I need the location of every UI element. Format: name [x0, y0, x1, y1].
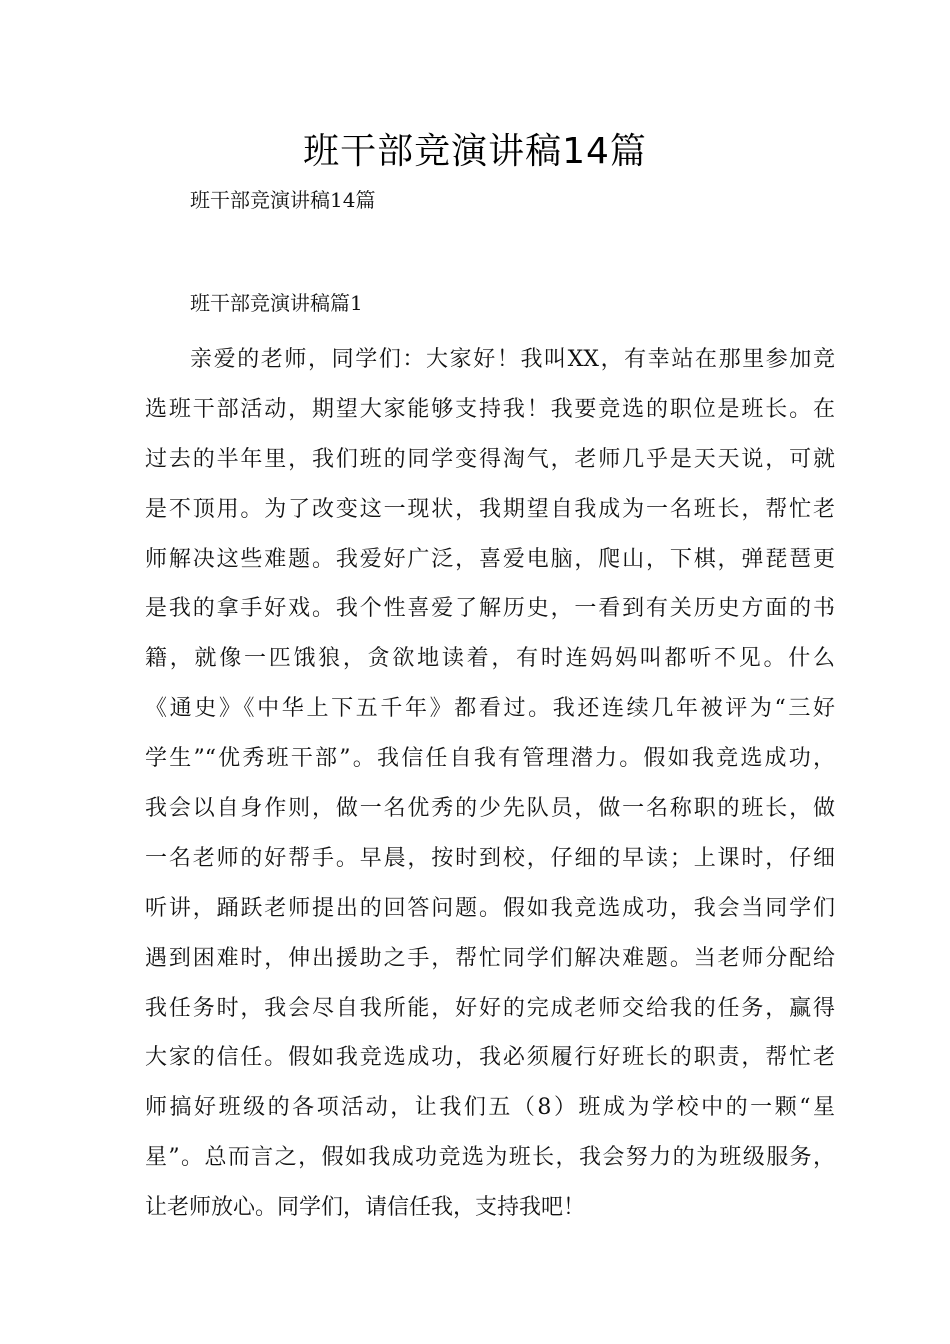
document-subtitle: 班干部竞演讲稿14篇 [190, 188, 376, 212]
paragraph-line: 听讲，踊跃老师提出的回答问题。假如我竞选成功，我会当同学们 [145, 895, 835, 921]
document-title: 班干部竞演讲稿14篇 [303, 131, 647, 172]
paragraph-line: 遇到困难时，伸出援助之手，帮忙同学们解决难题。当老师分配给 [145, 945, 835, 971]
paragraph-line: 学生”“优秀班干部”。我信任自我有管理潜力。假如我竞选成功， [145, 746, 835, 772]
paragraph-line: 选班干部活动，期望大家能够支持我！我要竞选的职位是班长。在 [145, 396, 835, 422]
paragraph-line: 籍，就像一匹饿狼，贪欲地读着，有时连妈妈叫都听不见。什么 [145, 646, 835, 672]
paragraph-line: 《通史》《中华上下五千年》都看过。我还连续几年被评为“三好 [145, 696, 835, 722]
paragraph-line: 星”。总而言之，假如我成功竞选为班长，我会努力的为班级服务， [145, 1145, 835, 1171]
speech-paragraph [145, 335, 835, 1233]
paragraph-line: 师搞好班级的各项活动，让我们五（8）班成为学校中的一颗“星 [145, 1095, 835, 1121]
paragraph-line: 过去的半年里，我们班的同学变得淘气，老师几乎是天天说，可就 [145, 446, 835, 472]
paragraph-line: 是我的拿手好戏。我个性喜爱了解历史，一看到有关历史方面的书 [145, 596, 835, 622]
paragraph-line: 我会以自身作则，做一名优秀的少先队员，做一名称职的班长，做 [145, 796, 835, 822]
paragraph-line: 亲爱的老师，同学们：大家好！我叫XX，有幸站在那里参加竞 [190, 347, 835, 372]
paragraph-line: 师解决这些难题。我爱好广泛，喜爱电脑，爬山，下棋，弹琵琶更 [145, 546, 835, 572]
paragraph-line: 是不顶用。为了改变这一现状，我期望自我成为一名班长，帮忙老 [145, 496, 835, 522]
paragraph-line: 大家的信任。假如我竞选成功，我必须履行好班长的职责，帮忙老 [145, 1045, 835, 1071]
paragraph-line: 一名老师的好帮手。早晨，按时到校，仔细的早读；上课时，仔细 [145, 845, 835, 871]
paragraph-line: 让老师放心。同学们，请信任我，支持我吧！ [145, 1195, 586, 1221]
paragraph-line: 我任务时，我会尽自我所能，好好的完成老师交给我的任务，赢得 [145, 995, 835, 1021]
section-heading: 班干部竞演讲稿篇1 [190, 291, 363, 315]
